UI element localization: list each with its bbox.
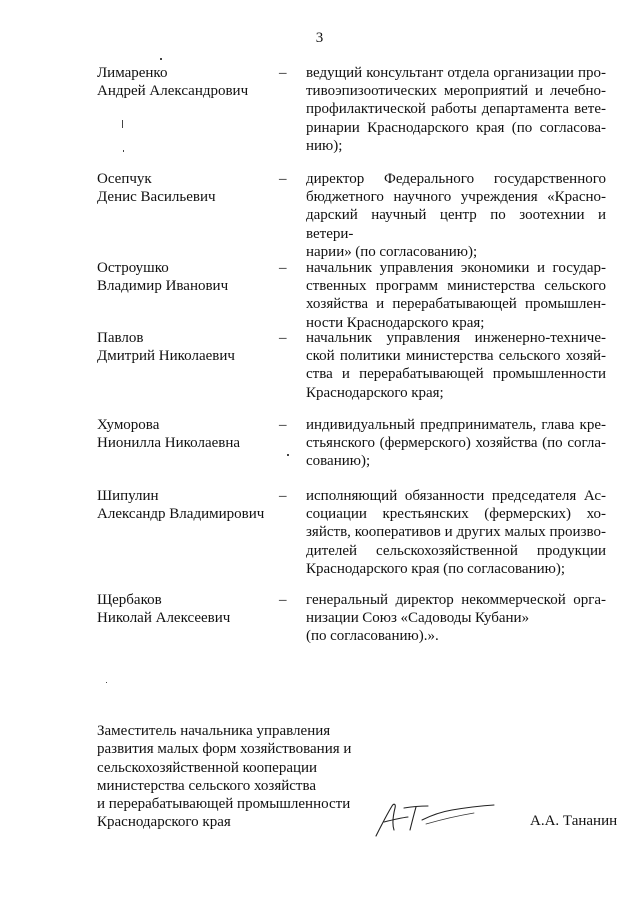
role-line: ства и перерабатывающей промышленности xyxy=(306,366,606,383)
role-line: тивоэпизоотических мероприятий и лечебно- xyxy=(306,83,606,100)
signer-name: А.А. Тананин xyxy=(530,813,618,829)
scan-speck xyxy=(160,58,162,60)
role-line: хозяйства и перерабатывающей промышлен- xyxy=(306,296,606,313)
member-given-names: Дмитрий Николаевич xyxy=(97,348,235,365)
member-entry xyxy=(0,170,639,270)
member-surname: Осепчук xyxy=(97,171,152,187)
role-line: нию); xyxy=(306,137,343,154)
member-entry xyxy=(0,64,639,164)
member-role xyxy=(306,416,606,471)
role-line: исполняющий обязанности председателя Ас- xyxy=(306,488,606,504)
member-name xyxy=(97,170,287,206)
role-line: начальник управления экономики и государ- xyxy=(306,260,606,276)
role-line: ринарии Краснодарского края (по согласова- xyxy=(306,119,606,136)
role-line: Краснодарского края (по согласованию); xyxy=(306,560,565,577)
signatory-title-line: Краснодарского края xyxy=(97,814,231,831)
signatory-title xyxy=(97,722,417,832)
member-surname: Щербаков xyxy=(97,592,162,608)
role-line: (по согласованию).». xyxy=(306,628,439,645)
member-dash: – xyxy=(279,417,287,433)
member-role xyxy=(306,487,606,578)
scan-speck xyxy=(123,150,124,152)
signatory-title-line: и перерабатывающей промышленности xyxy=(97,796,351,813)
signatory-title-line: Заместитель начальника управления xyxy=(97,723,331,739)
member-name xyxy=(97,259,287,295)
role-line: ственных программ министерства сельского xyxy=(306,278,606,295)
member-given-names: Андрей Александрович xyxy=(97,83,249,100)
member-surname: Лимаренко xyxy=(97,65,168,81)
role-line: ности Краснодарского края; xyxy=(306,314,485,331)
scan-speck xyxy=(106,682,107,683)
signatory-title-line: сельскохозяйственной кооперации xyxy=(97,759,318,776)
page-number: 3 xyxy=(315,30,324,46)
scan-speck xyxy=(122,120,123,128)
member-name xyxy=(97,64,287,100)
member-given-names: Нионилла Николаевна xyxy=(97,435,241,452)
signatory-title-line: министерства сельского хозяйства xyxy=(97,777,317,794)
member-given-names: Александр Владимирович xyxy=(97,506,265,523)
member-role xyxy=(306,329,606,402)
member-dash: – xyxy=(279,65,287,81)
member-name xyxy=(97,487,287,523)
role-line: Краснодарского края; xyxy=(306,384,444,401)
role-line: ской политики министерства сельского хозяй- xyxy=(306,348,606,365)
scan-speck xyxy=(287,454,289,456)
handwritten-signature xyxy=(370,798,500,840)
role-line: директор Федерального государственного xyxy=(306,171,606,187)
member-role xyxy=(306,259,606,332)
role-line: профилактической работы департамента вете- xyxy=(306,101,606,118)
role-line: генеральный директор некоммерческой орга- xyxy=(306,592,606,608)
role-line: начальник управления инженерно-техниче- xyxy=(306,330,606,346)
role-line: бюджетного научного учреждения «Красно- xyxy=(306,189,606,206)
member-surname: Шипулин xyxy=(97,488,159,504)
role-line: нарии» (по согласованию); xyxy=(306,243,478,260)
member-name xyxy=(97,591,287,627)
member-role xyxy=(306,64,606,155)
role-line: индивидуальный предприниматель, глава кре- xyxy=(306,417,606,433)
signatory-title-line: развития малых форм хозяйствования и xyxy=(97,741,352,758)
member-dash: – xyxy=(279,592,287,608)
member-entry xyxy=(0,591,639,691)
role-line: низации Союз «Садоводы Кубани» xyxy=(306,610,530,627)
role-line: ведущий консультант отдела организации про- xyxy=(306,65,606,81)
member-entry xyxy=(0,329,639,429)
member-surname: Хуморова xyxy=(97,417,160,433)
role-line: социации крестьянских (фермерских) хо- xyxy=(306,506,606,523)
member-given-names: Николай Алексеевич xyxy=(97,610,231,627)
member-given-names: Владимир Иванович xyxy=(97,278,229,295)
member-role xyxy=(306,591,606,646)
member-dash: – xyxy=(279,260,287,276)
member-name xyxy=(97,329,287,365)
role-line: дарский научный центр по зоотехнии и ветери- xyxy=(306,207,606,242)
member-entry xyxy=(0,487,639,587)
role-line: зяйств, кооперативов и других малых произво- xyxy=(306,524,606,541)
role-line: стьянского (фермерского) хозяйства (по согла- xyxy=(306,435,606,452)
member-dash: – xyxy=(279,330,287,346)
member-surname: Остроушко xyxy=(97,260,169,276)
member-name xyxy=(97,416,287,452)
member-dash: – xyxy=(279,171,287,187)
member-role xyxy=(306,170,606,261)
member-surname: Павлов xyxy=(97,330,144,346)
role-line: сованию); xyxy=(306,453,371,470)
member-given-names: Денис Васильевич xyxy=(97,189,216,206)
role-line: дителей сельскохозяйственной продукции xyxy=(306,542,606,559)
member-dash: – xyxy=(279,488,287,504)
